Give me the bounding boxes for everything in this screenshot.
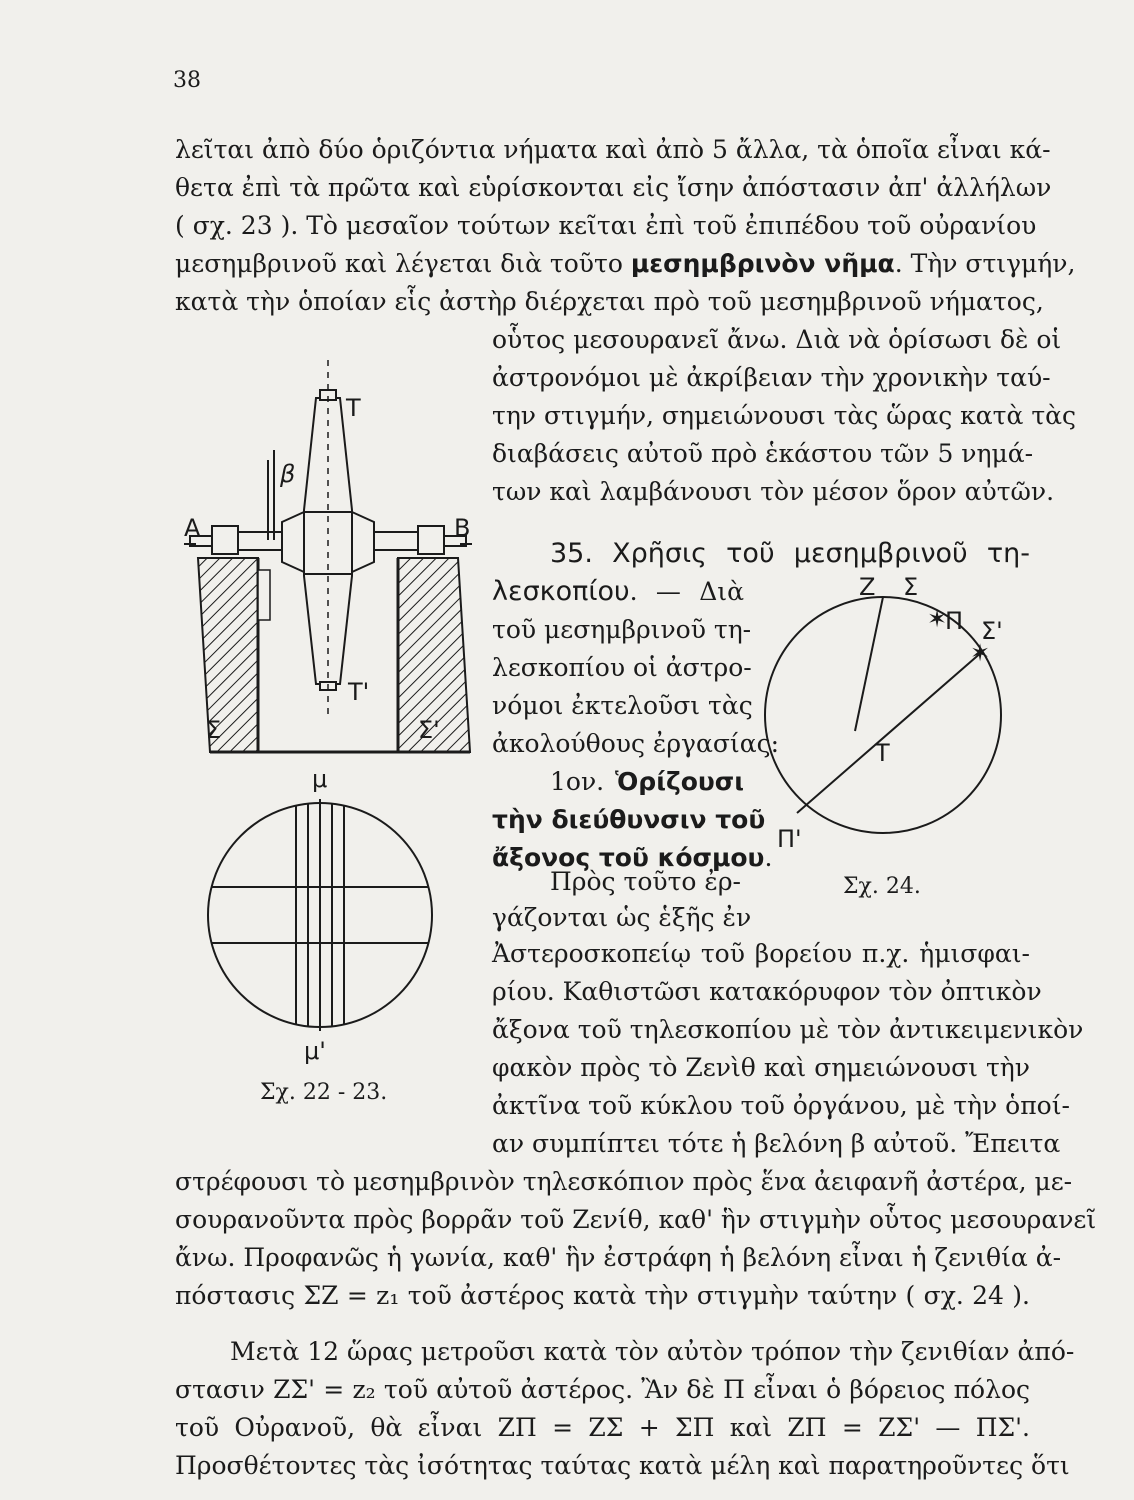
text-line-1: λεῖται ἀπὸ δύο ὁριζόντια νήματα καὶ ἀπὸ 5 ἄλλα, τὰ ὁποῖα εἶναι κά-: [175, 135, 1051, 164]
page-number: 38: [173, 68, 201, 93]
text-line-narrow-3: νόμοι ἐκτελοῦσι τὰς: [492, 691, 753, 720]
text-line-4-pre: μεσημβρινοῦ καὶ λέγεται διὰ τοῦτο: [175, 249, 623, 278]
section-heading-line-2: [492, 574, 744, 610]
item-1-end: .: [764, 843, 773, 872]
text-line-bottom-5: Μετὰ 12 ὥρας μετροῦσι κατὰ τὸν αὐτὸν τρόπον τὴν ζενιθίαν ἀπό-: [230, 1337, 1075, 1366]
label-T: T: [346, 394, 361, 422]
text-line-mid-4: διαβάσεις αὐτοῦ πρὸ ἑκάστου τῶν 5 νημά-: [492, 439, 1034, 468]
text-line-mid-1: οὗτος μεσουρανεῖ ἄνω. Διὰ νὰ ὁρίσωσι δὲ οἱ: [492, 325, 1062, 354]
section-heading-dash: . — Διὰ: [629, 577, 744, 606]
label-mu-prime: μ': [304, 1037, 326, 1065]
section-heading-line-1: 35. Χρῆσις τοῦ μεσημβρινοῦ τη-: [550, 538, 1030, 569]
text-line-mid2-6: αν συμπίπτει τότε ἡ βελόνη β αὐτοῦ. Ἔπειτα: [492, 1129, 1061, 1158]
text-line-2: θετα ἐπὶ τὰ πρῶτα καὶ εὑρίσκονται εἰς ἴσην ἀπόστασιν ἀπ' ἀλλήλων: [175, 173, 1052, 202]
label-A: A: [184, 514, 201, 542]
item-1-bold-1: Ὁρίζουσι: [614, 767, 744, 796]
item-1-number: 1ον.: [550, 767, 605, 796]
text-line-bottom-8: Προσθέτοντες τὰς ἰσότητας ταύτας κατὰ μέλη καὶ παρατηροῦντες ὅτι: [175, 1451, 1070, 1480]
text-line-mid2-2: ρίου. Καθιστῶσι κατακόρυφον τὸν ὀπτικὸν: [492, 977, 1042, 1006]
text-line-narrow2-1: Πρὸς τοῦτο ἐρ-: [550, 867, 741, 896]
item-1-line-1: [550, 764, 744, 800]
label-T-prime: T': [348, 678, 370, 706]
figure-23-telescope: [170, 340, 470, 790]
item-1-line-2: [492, 802, 766, 838]
item-1-bold-3: ἄξονος τοῦ κόσμου: [492, 843, 765, 872]
section-heading-word: λεσκοπίου: [492, 576, 630, 607]
label-pi: Π: [945, 607, 964, 635]
text-line-bottom-1: στρέφουσι τὸ μεσημβρινὸν τηλεσκόπιον πρὸς ἕνα ἀειφανῆ ἀστέρα, με-: [175, 1167, 1073, 1196]
text-line-narrow-2: λεσκοπίου οἱ ἀστρο-: [492, 653, 752, 682]
text-line-bottom-6: στασιν ΖΣ' = z₂ τοῦ αὐτοῦ ἀστέρος. Ἂν δὲ Π εἶναι ὁ βόρειος πόλος: [175, 1375, 1030, 1404]
label-T: T: [875, 739, 890, 767]
text-line-5: κατὰ τὴν ὁποίαν εἷς ἀστὴρ διέρχεται πρὸ τοῦ μεσημβρινοῦ νήματος,: [175, 287, 1044, 316]
text-line-mid2-4: φακὸν πρὸς τὸ Ζενὶθ καὶ σημειώνουσι τὴν: [492, 1053, 1030, 1082]
text-line-3: ( σχ. 23 ). Τὸ μεσαῖον τούτων κεῖται ἐπὶ τοῦ ἐπιπέδου τοῦ οὐρανίου: [175, 211, 1037, 240]
item-1-bold-2: τὴν διεύθυνσιν τοῦ: [492, 805, 766, 834]
label-pi-prime: Π': [777, 825, 802, 853]
text-line-mid2-3: ἄξονα τοῦ τηλεσκοπίου μὲ τὸν ἀντικειμενικὸν: [492, 1015, 1084, 1044]
text-line-4: [175, 246, 1076, 282]
label-sigma-prime: Σ': [981, 617, 1003, 645]
label-B: B: [454, 514, 471, 542]
label-mu: μ: [312, 765, 328, 793]
caption-figure-22-23: Σχ. 22 - 23.: [260, 1080, 388, 1105]
text-line-narrow-4: ἀκολούθους ἐργασίας:: [492, 729, 780, 758]
text-line-4-post: . Τὴν στιγμήν,: [894, 249, 1076, 278]
label-Z: Z: [859, 573, 876, 601]
label-star-1: ✶: [927, 605, 948, 633]
text-line-bottom-4: πόστασις ΣΖ = z₁ τοῦ ἀστέρος κατὰ τὴν στιγμὴν ταύτην ( σχ. 24 ).: [175, 1281, 1030, 1310]
term-meridian-wire: μεσημβρινὸν νῆμα: [630, 249, 895, 278]
text-line-mid2-1: Ἀστεροσκοπείῳ τοῦ βορείου π.χ. ἡμισφαι-: [492, 939, 1030, 968]
caption-figure-24: Σχ. 24.: [843, 874, 921, 899]
label-sigma: Σ: [206, 716, 222, 744]
text-line-narrow-1: τοῦ μεσημβρινοῦ τη-: [492, 615, 752, 644]
text-line-bottom-2: σουρανοῦντα πρὸς βορρᾶν τοῦ Ζενίθ, καθ' ἣν στιγμὴν οὗτος μεσουρανεῖ: [175, 1205, 1097, 1234]
label-sigma: Σ: [903, 573, 919, 601]
figure-22-reticle: [200, 765, 440, 1065]
label-star-2: ✶: [970, 639, 991, 667]
text-line-bottom-3: ἄνω. Προφανῶς ἡ γωνία, καθ' ἣν ἐστράφη ἡ βελόνη εἶναι ἡ ζενιθία ἀ-: [175, 1243, 1062, 1272]
label-sigma-prime: Σ': [418, 716, 440, 744]
text-line-narrow2-2: γάζονται ὡς ἑξῆς ἐν: [492, 903, 752, 932]
text-line-bottom-7: τοῦ Οὐρανοῦ, θὰ εἶναι ΖΠ = ΖΣ + ΣΠ καὶ ΖΠ = ΖΣ' — ΠΣ'.: [175, 1413, 1030, 1442]
label-beta: β: [280, 460, 296, 488]
text-line-mid-5: των καὶ λαμβάνουσι τὸν μέσον ὅρον αὐτῶν.: [492, 477, 1055, 506]
text-line-mid-2: ἀστρονόμοι μὲ ἀκρίβειαν τὴν χρονικὴν ταύ-: [492, 363, 1051, 392]
text-line-mid2-5: ἀκτῖνα τοῦ κύκλου τοῦ ὀργάνου, μὲ τὴν ὁποί-: [492, 1091, 1070, 1120]
figure-24-circle: [755, 575, 1025, 865]
text-line-mid-3: την στιγμήν, σημειώνουσι τὰς ὥρας κατὰ τὰς: [492, 401, 1077, 430]
